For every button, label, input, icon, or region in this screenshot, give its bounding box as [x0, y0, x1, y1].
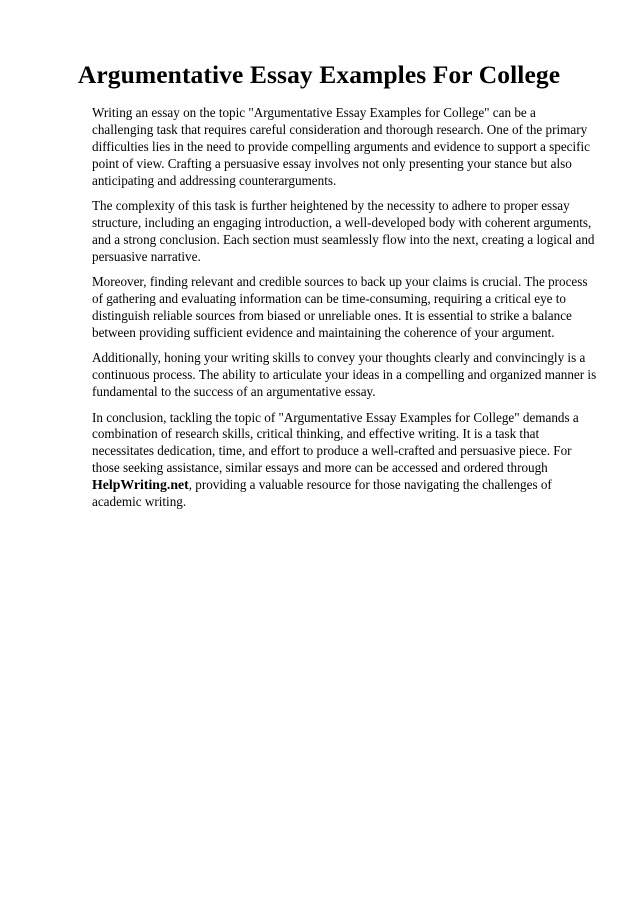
paragraph-conclusion [92, 410, 598, 511]
paragraph-writing-skills: Additionally, honing your writing skills to convey your thoughts clearly and convincingly is a continuous process. The ability to articulate your ideas in a compelling and organized manner is fundamental to the success of an argumentative essay. [92, 350, 597, 400]
conclusion-text-after-link: , providing a valuable resource for those navigating the challenges of academic writing. [92, 477, 552, 510]
conclusion-text-before-link: In conclusion, tackling the topic of "Argumentative Essay Examples for College" demands a combination of research skills, critical thinking, and effective writing. It is a task that necessitates dedication, time, and effort to produce a well-crafted and persuasive piece. For those seeking assistance, similar essays and more can be accessed and ordered through [92, 409, 579, 476]
paragraph-intro: Writing an essay on the topic "Argumentative Essay Examples for College" can be a challenging task that requires careful consideration and thorough research. One of the primary difficulties lies in the need to provide compelling arguments and evidence to support a specific point of view. Crafting a persuasive essay involves not only presenting your stance but also anticipating and addressing counterarguments. [92, 105, 590, 188]
document-title: Argumentative Essay Examples For College [77, 60, 561, 89]
document-body [92, 105, 598, 519]
helpwriting-link[interactable]: HelpWriting.net [92, 477, 189, 493]
paragraph-structure: The complexity of this task is further heightened by the necessity to adhere to proper essay structure, including an engaging introduction, a well-developed body with coherent arguments, and a strong conclusion. Each section must seamlessly flow into the next, creating a logical and persuasive narrative. [92, 198, 595, 264]
paragraph-sources: Moreover, finding relevant and credible sources to back up your claims is crucial. The process of gathering and evaluating information can be time-consuming, requiring a critical eye to distinguish reliable sources from biased or unreliable ones. It is essential to strike a balance between providing sufficient evidence and maintaining the coherence of your argument. [92, 274, 588, 340]
